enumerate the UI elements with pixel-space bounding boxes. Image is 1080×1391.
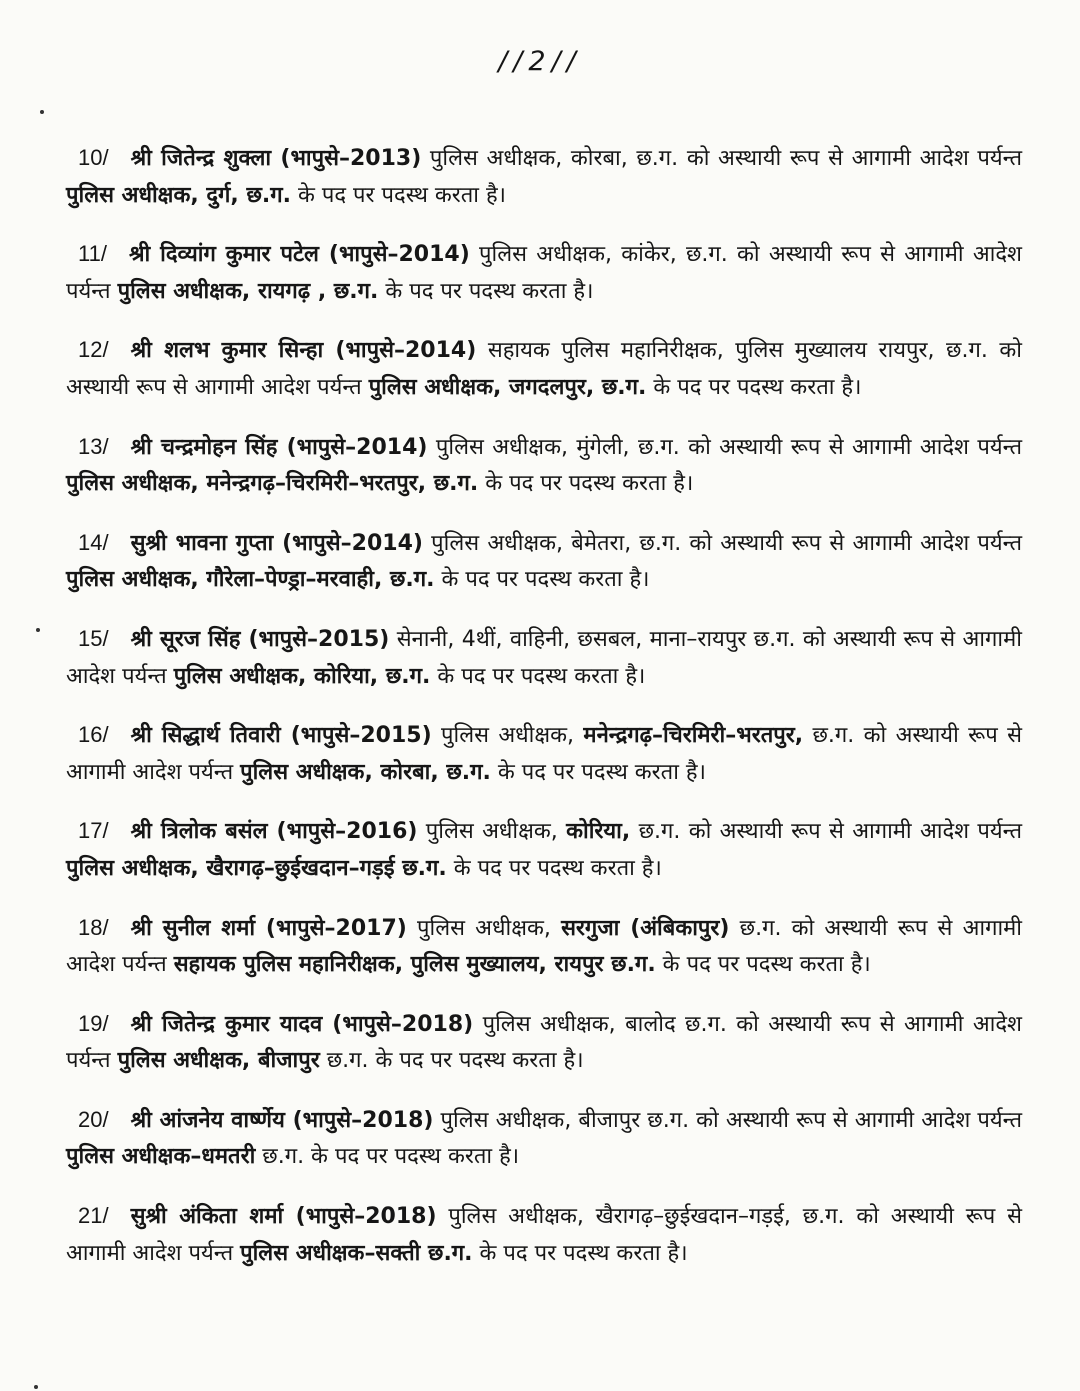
- order-number: 19/: [78, 1010, 109, 1036]
- order-item: [66, 236, 1022, 310]
- order-item: [66, 1102, 1022, 1176]
- order-text: पुलिस अधीक्षक, कोरबा, छ.ग. को अस्थायी रूप से आगामी आदेश पर्यन्त: [421, 146, 1022, 171]
- order-text: पुलिस अधीक्षक, बीजापुर छ.ग. को अस्थायी रूप से आगामी आदेश पर्यन्त: [433, 1107, 1022, 1133]
- order-item: [66, 429, 1022, 503]
- officer-name: सुश्री भावना गुप्ता (भापुसे–2014): [130, 530, 423, 556]
- page-number: //2//: [498, 46, 582, 77]
- order-text: पुलिस अधीक्षक, खैरागढ़–छुईखदान–गड़ई, छ.ग. को अस्थायी रूप से आगामी आदेश पर्यन्त: [66, 1204, 1022, 1266]
- officer-name: श्री चन्द्रमोहन सिंह (भापुसे–2014): [130, 434, 428, 460]
- new-posting: पुलिस अधीक्षक, रायगढ़ , छ.ग.: [117, 278, 379, 304]
- order-text: छ.ग. को अस्थायी रूप से आगामी आदेश पर्यन्त: [66, 915, 1023, 978]
- officer-name: श्री दिव्यांग कुमार पटेल (भापुसे–2014): [128, 242, 470, 268]
- order-number: 21/: [78, 1203, 109, 1229]
- order-number: 12/: [78, 337, 109, 363]
- order-text: छ.ग. को अस्थायी रूप से आगामी आदेश पर्यन्त: [630, 819, 1022, 845]
- officer-name: सुश्री अंकिता शर्मा (भापुसे–2018): [130, 1204, 437, 1230]
- margin-dot: [36, 628, 40, 632]
- order-item: [66, 525, 1022, 599]
- officer-name: श्री सिद्धार्थ तिवारी (भापुसे–2015): [130, 723, 432, 749]
- new-posting: पुलिस अधीक्षक, मनेन्द्रगढ़–चिरमिरी–भरतपुर, छ.ग.: [66, 471, 479, 497]
- order-text: सेनानी, 4थीं, वाहिनी, छसबल, माना–रायपुर छ.ग. को अस्थायी रूप से आगामी आदेश पर्यन्त: [66, 626, 1022, 689]
- order-text: पुलिस अधीक्षक, कांकेर, छ.ग. को अस्थायी रूप से आगामी आदेश पर्यन्त: [66, 242, 1023, 304]
- officer-name: श्री शलभ कुमार सिन्हा (भापुसे–2014): [130, 338, 477, 364]
- order-text-end: के पद पर पदस्थ करता है।: [290, 182, 507, 208]
- new-posting: पुलिस अधीक्षक–धमतरी: [66, 1144, 256, 1170]
- new-posting: पुलिस अधीक्षक, दुर्ग, छ.ग.: [66, 182, 291, 208]
- order-item: [66, 140, 1022, 214]
- order-text: छ.ग. को अस्थायी रूप से आगामी आदेश पर्यन्त: [66, 723, 1022, 785]
- order-number: 20/: [78, 1106, 109, 1132]
- order-text-pre: पुलिस अधीक्षक,: [431, 723, 584, 749]
- order-item: [66, 1198, 1022, 1272]
- new-posting: पुलिस अधीक्षक, कोरिया, छ.ग.: [173, 663, 431, 689]
- new-posting: पुलिस अधीक्षक, जगदलपुर, छ.ग.: [368, 374, 647, 400]
- order-list: [66, 118, 1022, 1279]
- order-text-end: के पद पर पदस्थ करता है।: [446, 855, 662, 881]
- order-item: [66, 621, 1022, 695]
- order-text-end: छ.ग. के पद पर पदस्थ करता है।: [319, 1048, 584, 1074]
- order-number: 14/: [78, 529, 109, 555]
- order-text-end: के पद पर पदस्थ करता है।: [430, 663, 646, 689]
- order-number: 17/: [78, 818, 109, 844]
- order-item: [66, 717, 1022, 791]
- officer-name: श्री जितेन्द्र कुमार यादव (भापुसे–2018): [130, 1011, 474, 1037]
- new-posting: सहायक पुलिस महानिरीक्षक, पुलिस मुख्यालय, रायपुर छ.ग.: [173, 952, 656, 978]
- officer-name: श्री सुनील शर्मा (भापुसे–2017): [130, 915, 407, 941]
- order-text-end: के पद पर पदस्थ करता है।: [478, 471, 694, 497]
- margin-dot: [40, 110, 44, 114]
- new-posting: पुलिस अधीक्षक, गौरेला–पेण्ड्रा–मरवाही, छ.ग.: [66, 567, 435, 593]
- order-text: पुलिस अधीक्षक, मुंगेली, छ.ग. को अस्थायी रूप से आगामी आदेश पर्यन्त: [427, 434, 1022, 460]
- order-text: पुलिस अधीक्षक, बालोद छ.ग. को अस्थायी रूप से आगामी आदेश पर्यन्त: [66, 1011, 1022, 1074]
- new-posting: पुलिस अधीक्षक, खैरागढ़–छुईखदान–गड़ई छ.ग.: [66, 855, 447, 881]
- order-text-end: के पद पर पदस्थ करता है।: [646, 374, 862, 400]
- order-text-pre: पुलिस अधीक्षक,: [417, 819, 567, 845]
- order-item: [66, 1006, 1022, 1080]
- new-posting: पुलिस अधीक्षक–सक्ती छ.ग.: [240, 1240, 473, 1266]
- order-item: [66, 332, 1022, 406]
- order-text: सहायक पुलिस महानिरीक्षक, पुलिस मुख्यालय रायपुर, छ.ग. को अस्थायी रूप से आगामी आदेश पर्यन्त: [66, 338, 1022, 400]
- order-text-pre: पुलिस अधीक्षक,: [406, 915, 562, 941]
- order-text-end: के पद पर पदस्थ करता है।: [490, 759, 706, 785]
- order-text: पुलिस अधीक्षक, बेमेतरा, छ.ग. को अस्थायी रूप से आगामी आदेश पर्यन्त: [422, 530, 1022, 556]
- order-number: 15/: [78, 625, 109, 651]
- current-posting: कोरिया,: [566, 819, 631, 845]
- order-text-end: छ.ग. के पद पर पदस्थ करता है।: [255, 1144, 520, 1170]
- order-number: 11/: [78, 241, 107, 267]
- order-number: 16/: [78, 722, 109, 748]
- officer-name: श्री आंजनेय वार्ष्णेय (भापुसे–2018): [130, 1107, 434, 1133]
- new-posting: पुलिस अधीक्षक, कोरबा, छ.ग.: [240, 759, 491, 785]
- order-text-end: के पद पर पदस्थ करता है।: [434, 567, 650, 593]
- officer-name: श्री जितेन्द्र शुक्ला (भापुसे–2013): [130, 146, 422, 171]
- officer-name: श्री सूरज सिंह (भापुसे–2015): [130, 626, 390, 652]
- order-item: [66, 910, 1022, 984]
- margin-dot: [34, 1385, 38, 1389]
- order-number: 18/: [78, 914, 109, 940]
- order-text-end: के पद पर पदस्थ करता है।: [655, 952, 871, 978]
- order-number: 10/: [78, 145, 109, 170]
- new-posting: पुलिस अधीक्षक, बीजापुर: [117, 1048, 320, 1074]
- order-number: 13/: [78, 433, 109, 459]
- current-posting: सरगुजा (अंबिकापुर): [561, 915, 730, 941]
- current-posting: मनेन्द्रगढ़–चिरमिरी–भरतपुर,: [583, 723, 804, 749]
- officer-name: श्री त्रिलोक बसंल (भापुसे–2016): [130, 819, 418, 845]
- order-item: [66, 813, 1022, 887]
- order-text-end: के पद पर पदस्थ करता है।: [472, 1240, 688, 1266]
- order-text-end: के पद पर पदस्थ करता है।: [378, 278, 594, 304]
